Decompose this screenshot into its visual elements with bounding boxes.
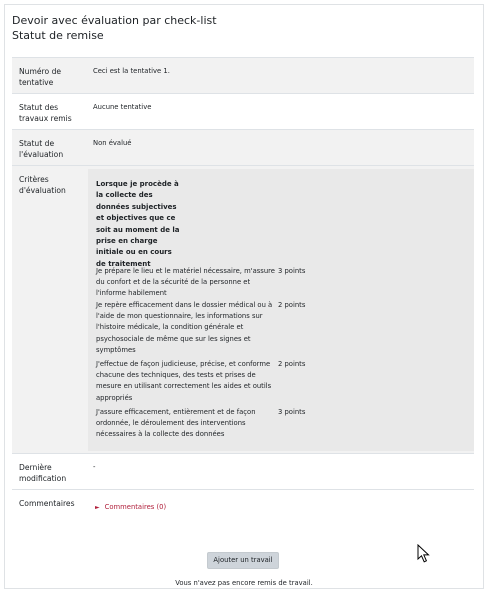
criterion-description: Je repère efficacement dans le dossier médical ou à l'aide de mon questionnaire, les informations sur l'histoire médicale, la condition générale et psychosociale de même que sur les signes et symptômes bbox=[96, 301, 273, 354]
page-title bbox=[12, 13, 217, 43]
criterion-points: 3 points bbox=[278, 408, 306, 416]
submission-status-table bbox=[12, 57, 474, 529]
row-submission-status bbox=[12, 93, 474, 129]
row-label: Numéro de tentative bbox=[19, 67, 62, 87]
row-label: Statut de l'évaluation bbox=[19, 139, 64, 159]
row-value: Non évalué bbox=[93, 139, 132, 147]
add-submission-button[interactable]: Ajouter un travail bbox=[207, 552, 279, 569]
criterion-description: J'effectue de façon judicieuse, précise, et conforme chacune des techniques, des tests et prises de mesure en utilisant correctement les aides et outils appropriés bbox=[96, 360, 272, 402]
mouse-pointer-icon bbox=[417, 544, 431, 564]
assignment-title: Devoir avec évaluation par check-list bbox=[12, 14, 217, 27]
row-label: Critères d'évaluation bbox=[19, 175, 66, 195]
criterion-points: 2 points bbox=[278, 360, 306, 368]
criteria-checklist bbox=[88, 169, 474, 451]
comments-toggle-link[interactable] bbox=[95, 503, 166, 511]
criterion-description: J'assure efficacement, entièrement et de façon ordonnée, le déroulement des interventions nécessaires à la collecte des données bbox=[96, 408, 256, 439]
no-submission-notice: Vous n'avez pas encore remis de travail. bbox=[175, 579, 313, 587]
row-value: - bbox=[93, 463, 96, 471]
row-value: Ceci est la tentative 1. bbox=[93, 67, 170, 75]
caret-right-icon: ► bbox=[95, 504, 100, 511]
row-attempt bbox=[12, 57, 474, 93]
criterion-points: 3 points bbox=[278, 267, 306, 275]
row-comments bbox=[12, 489, 474, 529]
criteria-heading: Lorsque je procède à la collecte des données subjectives et objectives que ce soit au moment de la prise en charge initiale ou en cours de traitement bbox=[96, 180, 180, 268]
comments-link-label: Commentaires (0) bbox=[104, 503, 167, 511]
row-label: Dernière modification bbox=[19, 463, 67, 483]
row-criteria bbox=[12, 165, 474, 453]
section-title: Statut de remise bbox=[12, 29, 104, 42]
criterion-points: 2 points bbox=[278, 301, 306, 309]
row-last-modified bbox=[12, 453, 474, 489]
row-value: Aucune tentative bbox=[93, 103, 152, 111]
row-grading-status bbox=[12, 129, 474, 165]
row-label: Statut des travaux remis bbox=[19, 103, 72, 123]
criterion-description: Je prépare le lieu et le matériel nécessaire, m'assure du confort et de la sécurité de la personne et l'informe habilement bbox=[96, 267, 275, 298]
row-label: Commentaires bbox=[19, 499, 75, 508]
